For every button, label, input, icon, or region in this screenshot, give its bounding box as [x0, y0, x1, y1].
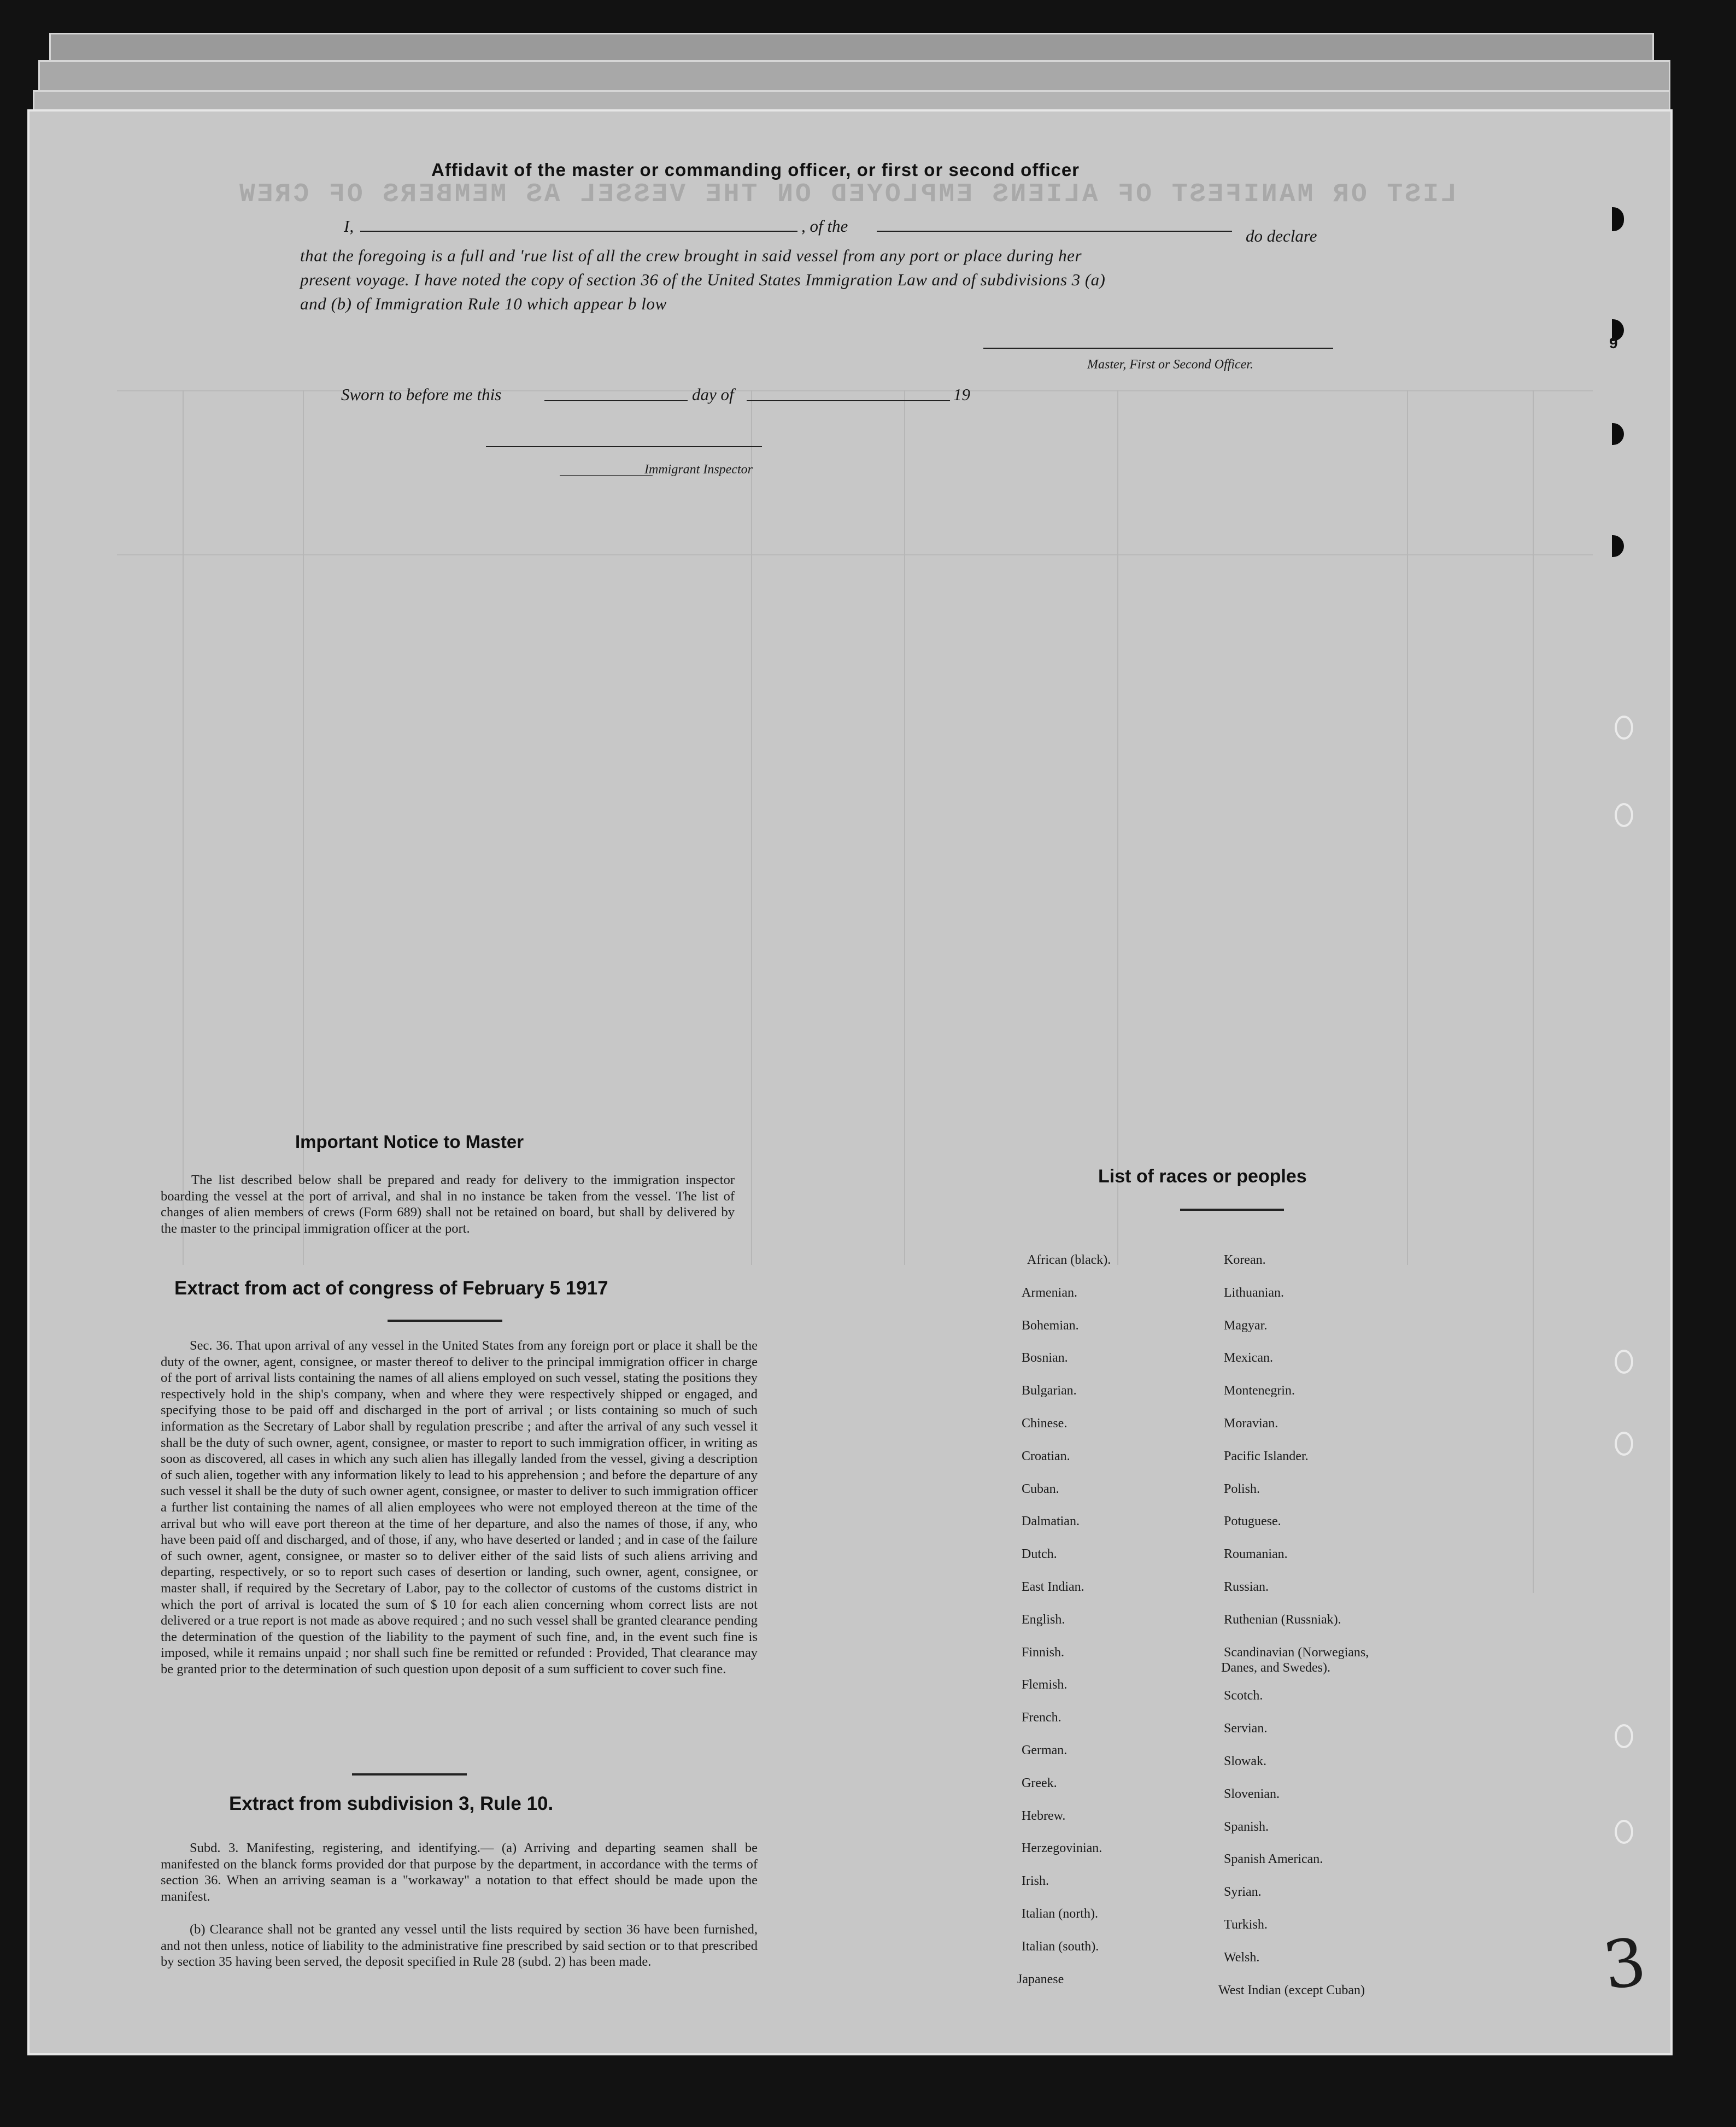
race-item: Chinese.	[1022, 1416, 1068, 1431]
bleed-grid-line	[751, 390, 752, 1265]
extract-rule-rule	[352, 1773, 467, 1776]
bleed-grid-line	[1117, 390, 1118, 1265]
punch-hole	[1615, 1724, 1633, 1748]
handwritten-number: 3	[1598, 1924, 1651, 2005]
race-item: Bulgarian.	[1022, 1384, 1077, 1398]
punch-hole	[1615, 1350, 1633, 1374]
race-item: Roumanian.	[1224, 1547, 1288, 1562]
sworn-month-blank[interactable]	[747, 400, 950, 401]
race-item: Korean.	[1224, 1253, 1266, 1267]
master-signature-blank[interactable]	[983, 348, 1333, 349]
race-item: Italian (north).	[1022, 1907, 1098, 1921]
bleed-grid-line	[183, 390, 184, 1265]
extract-rule-text-b: (b) Clearance shall not be granted any vessel until the lists required by section 36 have been furnished, and not then unless, notice of liability to the administrative fine prescribed by said section or to that prescribed by section 35 having been served, the deposit specified in Rule 28 (subd. 2) has been made.	[161, 1922, 758, 1970]
margin-tab	[1612, 423, 1624, 445]
extract-rule-title: Extract from subdivision 3, Rule 10.	[229, 1793, 554, 1814]
race-item: Magyar.	[1224, 1318, 1268, 1333]
affidavit-declare: do declare	[1246, 226, 1317, 245]
race-item: Flemish.	[1022, 1678, 1068, 1692]
race-item: Greek.	[1022, 1776, 1057, 1790]
document-page	[27, 109, 1673, 2055]
race-item: Spanish.	[1224, 1819, 1269, 1834]
race-item: Bosnian.	[1022, 1351, 1068, 1366]
extract-act-title: Extract from act of congress of February 5 1917	[174, 1278, 608, 1299]
bleed-grid-line	[117, 554, 1593, 555]
bleed-through-header: LIST OR MANIFEST OF ALIENS EMPLOYED ON THE VESSEL AS MEMBERS OF CREW	[237, 180, 1457, 209]
race-item: West Indian (except Cuban)	[1218, 1983, 1365, 1997]
race-item: Polish.	[1224, 1481, 1260, 1496]
bleed-grid-line	[1533, 390, 1534, 1593]
bleed-grid-line	[117, 390, 1593, 391]
race-item: Slovenian.	[1224, 1786, 1280, 1801]
race-item: Scandinavian (Norwegians,	[1224, 1645, 1369, 1660]
race-item: Dalmatian.	[1022, 1514, 1080, 1529]
extract-act-text: Sec. 36. That upon arrival of any vessel in the United States from any foreign port or place it shall be the duty of the owner, agent, consignee, or master thereof to deliver to the principal immigration officer in charge of the port of arrival lists containing the names of all aliens employed on such vessel, stating the positions they respectively hold in the ship's company, when and where they were respectively shipped or engaged, and specifying those to be paid off and discharged in the port of arrival ; or lists containing so much of such information as the Secretary of Labor shall by regulation prescribe ; and after the arrival of any such vessel it shall be the duty of such owner, agent, consignee, or master to report to such immigration officer, in writing as soon as discovered, all cases in which any such alien has illegally landed from the vessel, giving a description of such alien, together with any information likely to lead to his apprehension ; and before the departure of any such vessel it shall be the duty of such owner agent, consignee, or master to deliver to such immigration officer a further list containing the names of all alien employees who were not employed thereon at the time of the arrival but who will eave port thereon at the time of her departure, and also the names of those, if any, who have been paid off and discharged, and of those, if any, who have deserted or landed ; and in case of the failure of such owner, agent, consignee, or master so to deliver either of the said lists of such aliens arriving and departing, respectively, or so to report such cases of desertion or landing, such owner, agent, consignee, or master shall, if required by the Secretary of Labor, pay to the collector of customs of the customs district in which the port of arrival is located the sum of $ 10 for each alien concerning whom correct lists are not delivered or a true report is not made as above required ; and no such vessel shall be granted clearance pending the determination of the question of the liability to the payment of such fine, and, in the event such fine is imposed, while it remains unpaid ; nor shall such fine be remitted or refunded : Provided, That clearance may be granted prior to the determination of such question upon deposit of a sum sufficient to cover such fine.	[161, 1338, 758, 1677]
affidavit-title: Affidavit of the master or commanding officer, or first or second officer	[431, 160, 1080, 180]
sworn-day-of: day of	[692, 385, 734, 404]
race-item: East Indian.	[1022, 1580, 1084, 1594]
sworn-year: 19	[953, 385, 970, 404]
notice-title: Important Notice to Master	[295, 1132, 524, 1152]
race-item: Syrian.	[1224, 1885, 1262, 1900]
race-item: Slowak.	[1224, 1754, 1266, 1768]
race-item: Lithuanian.	[1224, 1285, 1284, 1300]
punch-hole	[1615, 803, 1633, 827]
punch-hole	[1615, 1820, 1633, 1844]
race-item: English.	[1022, 1612, 1065, 1627]
race-item: Turkish.	[1224, 1918, 1268, 1932]
race-item: Mexican.	[1224, 1351, 1273, 1366]
race-item: Japanese	[1017, 1972, 1064, 1987]
bleed-grid-line	[1407, 390, 1408, 1265]
sworn-day-blank[interactable]	[544, 400, 688, 401]
race-item: Welsh.	[1224, 1950, 1260, 1965]
name-blank[interactable]	[360, 231, 797, 232]
race-item: Potuguese.	[1224, 1514, 1281, 1529]
inspector-label: Immigrant Inspector	[644, 462, 753, 477]
bleed-grid-line	[904, 390, 905, 1265]
master-label: Master, First or Second Officer.	[1087, 358, 1253, 372]
race-item: Cuban.	[1022, 1481, 1059, 1496]
affidavit-line-4: and (b) of Immigration Rule 10 which appear b low	[300, 294, 667, 313]
race-item: Bohemian.	[1022, 1318, 1079, 1333]
race-item: Montenegrin.	[1224, 1384, 1295, 1398]
race-item: Spanish American.	[1224, 1852, 1323, 1867]
vessel-blank[interactable]	[877, 231, 1232, 232]
race-item: Finnish.	[1022, 1645, 1065, 1660]
races-rule	[1180, 1209, 1284, 1211]
extract-rule-text-a: Subd. 3. Manifesting, registering, and identifying.— (a) Arriving and departing seamen shall be manifested on the blanck forms provided dor that purpose by the department, in accordance with the terms of section 36. When an arriving seaman is a "workaway" a notation to that effect should be made upon the manifest.	[161, 1841, 758, 1904]
race-item: French.	[1022, 1710, 1061, 1725]
notice-text: The list described below shall be prepared and ready for delivery to the immigration inspector boarding the vessel at the port of arrival, and shal in no instance be taken from the vessel. The list of changes of alien members of crews (Form 689) shall not be retained on board, but shall by delivered by the master to the principal immigration officer at the port.	[161, 1173, 735, 1236]
inspector-short-blank	[560, 475, 653, 476]
margin-page-number: 9	[1609, 335, 1618, 351]
affidavit-line-3: present voyage. I have noted the copy of section 36 of the United States Immigration Law and of subdivisions 3 (a)	[300, 270, 1106, 289]
race-item: African (black).	[1027, 1253, 1111, 1267]
race-item: Pacific Islander.	[1224, 1449, 1309, 1463]
race-item: Italian (south).	[1022, 1939, 1099, 1954]
inspector-signature-blank[interactable]	[486, 446, 762, 447]
sworn-prefix: Sworn to before me this	[341, 385, 502, 404]
extract-act-rule	[388, 1320, 502, 1322]
races-title: List of races or peoples	[1098, 1166, 1307, 1187]
race-item: Moravian.	[1224, 1416, 1278, 1431]
margin-tab	[1612, 207, 1624, 231]
punch-hole	[1615, 716, 1633, 740]
race-item: German.	[1022, 1743, 1068, 1757]
margin-tab	[1612, 535, 1624, 557]
race-item: Dutch.	[1022, 1547, 1057, 1562]
race-item: Ruthenian (Russniak).	[1224, 1612, 1341, 1627]
race-item: Herzegovinian.	[1022, 1841, 1102, 1856]
affidavit-i: I,	[344, 216, 354, 236]
race-item: Croatian.	[1022, 1449, 1070, 1463]
race-item: Danes, and Swedes).	[1221, 1660, 1330, 1675]
race-item: Servian.	[1224, 1721, 1268, 1736]
race-item: Irish.	[1022, 1874, 1049, 1889]
punch-hole	[1615, 1432, 1633, 1456]
race-item: Armenian.	[1022, 1285, 1077, 1300]
affidavit-of-the: , of the	[801, 216, 848, 236]
race-item: Hebrew.	[1022, 1808, 1066, 1823]
race-item: Scotch.	[1224, 1689, 1263, 1703]
race-item: Russian.	[1224, 1580, 1269, 1594]
affidavit-line-2: that the foregoing is a full and 'rue list of all the crew brought in said vessel from any port or place during her	[300, 246, 1082, 265]
